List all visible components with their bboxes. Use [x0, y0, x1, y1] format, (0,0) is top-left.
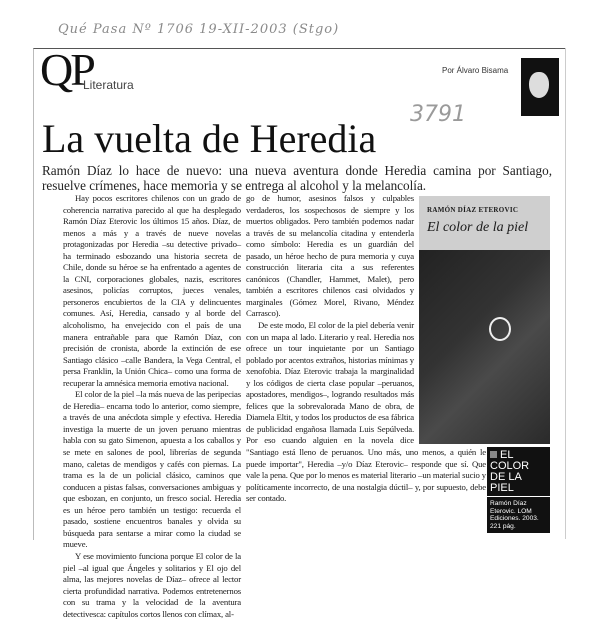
square-bullet-icon [490, 451, 497, 458]
cover-title: El color de la piel [427, 220, 529, 235]
magazine-logo: QP [40, 44, 93, 95]
book-cover [419, 196, 550, 444]
author-photo [521, 58, 559, 116]
book-info-box [487, 447, 550, 533]
cover-author: RAMÓN DÍAZ ETEROVIC [427, 206, 519, 214]
book-info-title: EL COLOR DE LA PIEL [490, 449, 530, 494]
article-title: La vuelta de Heredia [42, 116, 377, 161]
byline: Por Álvaro Bisama [442, 66, 509, 75]
divider [565, 48, 566, 539]
column-1 [63, 193, 241, 620]
paragraph: De este modo, El color de la piel debería venir con un mapa al lado. Literario y real. Heredia nos ofrece un tour inquietante por un Santiago poblado por acentos extraños, historias mínimas y xenofobia. Díaz Eterovic trabaja la marginalidad y los códigos de cierta clase popular –peruanos, apostadores, mendigos–, logrando resultados más felices que la sobrevalorada Mano de obra, de Diamela Eltit, y todos los productos de esa fábrica de publicidad engañosa llamada Luis Sepúlveda. Por eso cuando alguien en la novela dice "Santiago está lleno de peruanos. Uno más, uno menos, a quién le puede importar", Heredia –y/o Díaz Eterovic– responde que sí. Que vale la pena. Que por lo menos es material literario –un material sucio y políticamente incorrecto, de una nostalgia dúctil– y, por supuesto, debe ser contado. [246, 320, 486, 504]
paragraph: El color de la piel –la más nueva de las peripecias de Heredia– encarna todo lo anterior, como siempre, a través de una anécdota simple y efectiva. Heredia investiga la muerte de un joven peruano mientras habla con su gato Simenon, apuesta a los caballos y se mete en salones de pool, librerías de segunda mano, caletas de mendigos y cafés con piernas. La trama es la de un policial clásico, caminos que conducen a pistas falsas, conversaciones ambiguas y que esbozan, en conjunto, un fresco social. Heredia es un héroe pero también un testigo: recuerda el pasado, sostiene encuentros banales y olvida su búsqueda para sentarse a mirar como la ciudad se mueve. [63, 389, 241, 550]
paragraph: Hay pocos escritores chilenos con un grado de coherencia narrativa parecido al que ha desplegado Ramón Díaz Eterovic los últimos 15 años. Díaz, de menos a más y a través de nueve novelas protagonizadas por Heredia –su detective privado– ha terminado esbozando una historia secreta de Chile, donde su héroe se ha enfrentado a agentes de la CNI, corporaciones globales, nazis, escritores asesinos, policías corruptos, jueces venales, personeros encubiertos de la CIA y delincuentes comunes. Así, Heredia, cansado y al borde del alcoholismo, ha envejecido con el país de una manera entrañable para que Ramón Díaz, con precisión de cronista, aborde la extinción de ese Santiago clásico –calle Bandera, la Vega Central, el persa Franklin, la Unión Chica– como una forma de recuperar la amnésica memoria emotiva nacional. [63, 193, 241, 388]
cover-image [419, 250, 550, 444]
handwritten-note: Qué Pasa Nº 1706 19-XII-2003 (Stgo) [58, 22, 340, 37]
book-info-details: Ramón Díaz Eterovic. LOM Ediciones. 2003. 221 pág. [490, 500, 539, 530]
paragraph: go de humor, asesinos falsos y culpables verdaderos, los sospechosos de siempre y los muertos obligados. Pero también podemos nadar a través de su melancolía citadina y entenderla como símbolo: Heredia es un guardián del pasado, un héroe hecho de pura memoria y cuya construcción literaria cita a sus referentes canónicos (Chandler, Hammet, Malet), pero también a escritores chilenos casi olvidados y marginales (Gómez Morel, Rivano, Méndez Carrasco). [246, 193, 414, 319]
paragraph: Y ese movimiento funciona porque El color de la piel –al igual que Ángeles y solitarios y El ojo del alma, las mejores novelas de Díaz– ofrece al lector cierta profundidad narrativa. Podemos entretenernos con su trama y la velocidad de la aventura detectivesca: capítulos cortos llenos con clímax, al- [63, 550, 241, 619]
archive-number: 3791 [410, 102, 466, 127]
article-deck: Ramón Díaz lo hace de nuevo: una nueva aventura donde Heredia camina por Santiago, resuelve crímenes, hace memoria y se entrega al alcohol y la melancolía. [42, 163, 552, 193]
section-label: Literatura [83, 78, 134, 92]
